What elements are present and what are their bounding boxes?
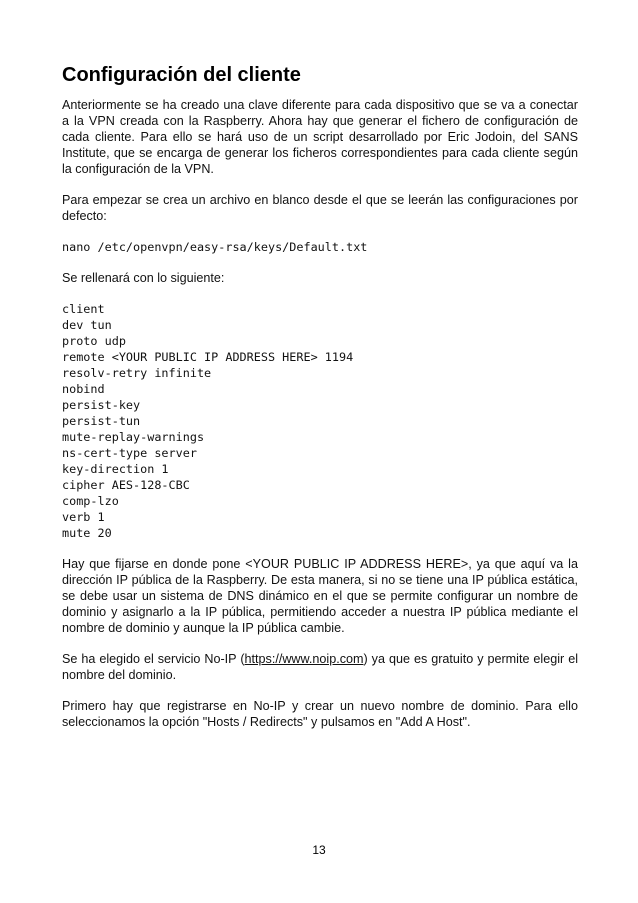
config-line: client: [62, 302, 105, 316]
config-line: persist-key: [62, 398, 141, 412]
config-line: ns-cert-type server: [62, 446, 197, 460]
section-heading: Configuración del cliente: [62, 64, 301, 86]
config-line: dev tun: [62, 318, 112, 332]
intro-paragraph: Anteriormente se ha creado una clave diferente para cada dispositivo que se va a conectar a la VPN creada con la Raspberry. Ahora hay que generar el fichero de configuración de cada cliente. Para ello se hará uso de un script desarrollado por Eric Jodoin, del SANS Institute, que se encarga de generar los ficheros correspondientes para cada cliente según la configuración de la VPN.: [62, 98, 578, 176]
document-page: [62, 62, 578, 745]
fill-with-paragraph: Se rellenará con lo siguiente:: [62, 271, 225, 285]
create-file-paragraph: Para empezar se crea un archivo en blanco desde el que se leerán las configuraciones por defecto:: [62, 193, 578, 223]
config-line: remote <YOUR PUBLIC IP ADDRESS HERE> 1194: [62, 350, 354, 364]
noip-text-before: Se ha elegido el servicio No-IP (: [62, 652, 245, 666]
config-line: mute 20: [62, 526, 112, 540]
config-line: proto udp: [62, 334, 126, 348]
config-line: resolv-retry infinite: [62, 366, 212, 380]
page-number: 13: [312, 843, 326, 857]
command-line: nano /etc/openvpn/easy-rsa/keys/Default.txt: [62, 240, 368, 254]
noip-text-after: ) ya que es gratuito y permite elegir el nombre del dominio.: [62, 652, 579, 682]
noip-link[interactable]: https://www.noip.com: [244, 652, 364, 666]
public-ip-paragraph: Hay que fijarse en donde pone <YOUR PUBLIC IP ADDRESS HERE>, ya que aquí va la dirección IP pública de la Raspberry. De esta manera, si no se tiene una IP pública estática, se debe usar un sistema de DNS dinámico en el que se permite configurar un nombre de dominio y asignarlo a la IP pública, permitiendo acceder a nuestra IP pública mediante el nombre de dominio y aunque la IP pública cambie.: [62, 557, 578, 635]
config-line: key-direction 1: [62, 462, 169, 476]
config-line: nobind: [62, 382, 105, 396]
config-line: comp-lzo: [62, 494, 119, 508]
noip-paragraph: [62, 651, 578, 683]
config-line: mute-replay-warnings: [62, 430, 205, 444]
config-line: cipher AES-128-CBC: [62, 478, 190, 492]
config-line: verb 1: [62, 510, 105, 524]
register-paragraph: Primero hay que registrarse en No-IP y crear un nuevo nombre de dominio. Para ello seleccionamos la opción "Hosts / Redirects" y pulsamos en "Add A Host".: [62, 699, 578, 729]
config-line: persist-tun: [62, 414, 141, 428]
config-code-block: [62, 301, 578, 541]
